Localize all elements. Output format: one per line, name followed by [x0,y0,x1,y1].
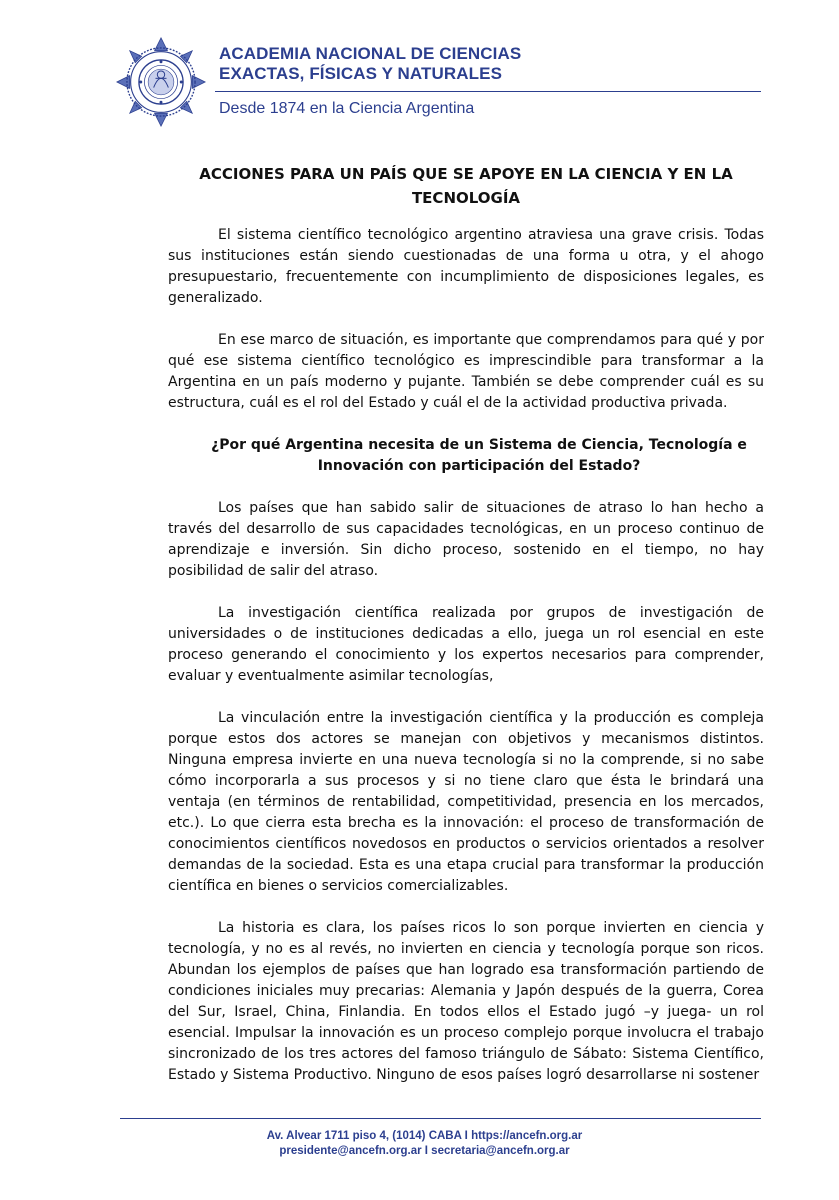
academy-tagline: Desde 1874 en la Ciencia Argentina [219,100,475,117]
academy-name-line-2: EXACTAS, FÍSICAS Y NATURALES [219,64,503,83]
document-body [168,162,764,1107]
paragraph-3: Los países que han sabido salir de situaciones de atraso lo han hecho a través del desarrollo de sus capacidades tecnológicas, en un proceso continuo de aprendizaje e inversión. Sin dicho proceso, sostenido en el tiempo, no hay posibilidad de salir del atraso. [168,500,764,579]
document-title: ACCIONES PARA UN PAÍS QUE SE APOYE EN LA CIENCIA Y EN LA TECNOLOGÍA [199,165,733,207]
footer-emails: presidente@ancefn.org.ar I secretaria@ancefn.org.ar [279,1145,570,1157]
letterhead [115,32,765,132]
paragraph-5: La vinculación entre la investigación científica y la producción es compleja porque estos dos actores se manejan con objetivos y mecanismos distintos. Ninguna empresa invierte en una nueva tecnología si no la comprende, si no sabe cómo incorporarla a sus procesos y si no tiene claro que ésta le brindará una ventaja (en términos de rentabilidad, competitividad, presencia en los mercados, etc.). Lo que cierra esta brecha es la innovación: el proceso de transformación de conocimientos científicos novedosos en productos o servicios orientados a resolver demandas de la sociedad. Esta es una etapa crucial para transformar la producción científica en bienes o servicios comercializables. [168,710,764,894]
academy-name-line-1: ACADEMIA NACIONAL DE CIENCIAS [219,44,522,63]
header-divider [215,91,761,92]
footer-divider [120,1118,761,1119]
section-heading: ¿Por qué Argentina necesita de un Sistema de Ciencia, Tecnología e Innovación con participación del Estado? [211,437,747,474]
paragraph-1: El sistema científico tecnológico argentino atraviesa una grave crisis. Todas sus instituciones están siendo cuestionadas de una forma u otra, y el ahogo presupuestario, frecuentemente con incumplimiento de disposiciones legales, es generalizado. [168,227,764,306]
academy-name [219,44,521,84]
paragraph-2: En ese marco de situación, es importante que comprendamos para qué y por qué ese sistema científico tecnológico es imprescindible para transformar a la Argentina en un país moderno y pujante. También se debe comprender cuál es su estructura, cuál es el rol del Estado y cuál el de la actividad productiva privada. [168,332,764,411]
academy-seal-icon [115,36,207,128]
paragraph-6: La historia es clara, los países ricos lo son porque invierten en ciencia y tecnología, y no es al revés, no invierten en ciencia y tecnología porque son ricos. Abundan los ejemplos de países que han logrado esa transformación partiendo de condiciones iniciales muy precarias: Alemania y Japón después de la guerra, Corea del Sur, Israel, China, Finlandia. En todos ellos el Estado jugó –y juega- un rol esencial. Impulsar la innovación es un proceso complejo porque involucra el trabajo sincronizado de los tres actores del famoso triángulo de Sábato: Sistema Científico, Estado y Sistema Productivo. Ninguno de esos países logró desarrollarse ni sostener [168,920,764,1083]
footer-contact [0,1129,839,1159]
paragraph-4: La investigación científica realizada por grupos de investigación de universidades o de instituciones dedicadas a ello, juega un rol esencial en este proceso generando el conocimiento y los expertos necesarios para comprender, evaluar y eventualmente asimilar tecnologías, [168,605,764,684]
footer-address: Av. Alvear 1711 piso 4, (1014) CABA I https://ancefn.org.ar [266,1130,583,1142]
